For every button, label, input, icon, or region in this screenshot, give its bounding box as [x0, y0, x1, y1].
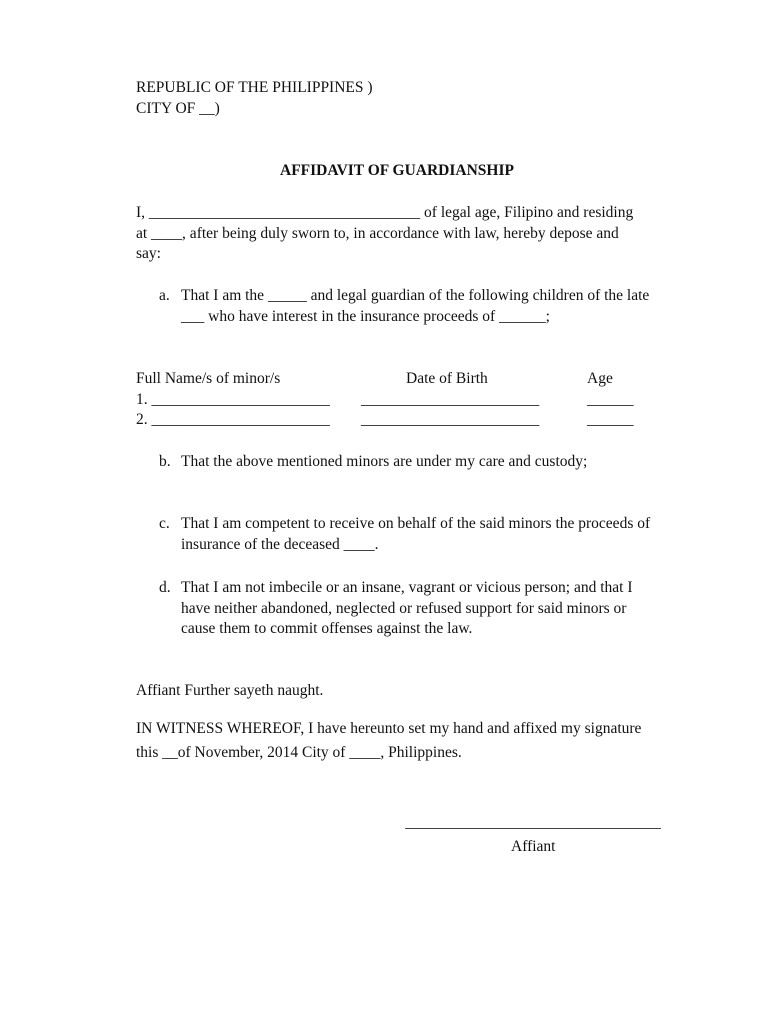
item-a-text: That I am the _____ and legal guardian of the following children of the late ___ who have interest in the insurance proceeds of ______; [181, 287, 650, 325]
signature-line: _________________________________ [405, 814, 661, 831]
minors-table-header [136, 369, 636, 390]
header-full-name: Full Name/s of minor/s [136, 370, 281, 387]
item-b-text: That the above mentioned minors are under my care and custody; [181, 453, 588, 470]
item-d [159, 578, 659, 640]
header-republic: REPUBLIC OF THE PHILIPPINES ) [136, 79, 373, 96]
item-b [159, 452, 659, 473]
item-d-marker: d. [159, 579, 171, 596]
minor-1-name: 1. _______________________ [136, 390, 330, 408]
minor-1-dob: _______________________ [361, 390, 540, 408]
table-row [136, 390, 636, 411]
header-date-of-birth: Date of Birth [406, 370, 488, 387]
minor-2-age: ______ [587, 411, 634, 428]
item-c-text: That I am competent to receive on behalf of the said minors the proceeds of insurance of the deceased ____. [181, 515, 651, 553]
item-b-marker: b. [159, 453, 171, 470]
table-row [136, 410, 636, 431]
minor-2-dob: _______________________ [361, 411, 540, 428]
item-d-text: That I am not imbecile or an insane, vagrant or vicious person; and that I have neither abandoned, neglected or refused support for said minors or cause them to commit offenses against the law. [181, 579, 633, 637]
item-a [159, 286, 659, 327]
minor-1-age: ______ [587, 390, 634, 408]
closing-further: Affiant Further sayeth naught. [136, 682, 324, 699]
header-city: CITY OF __) [136, 99, 220, 117]
document-header [136, 78, 656, 119]
closing-witness: IN WITNESS WHEREOF, I have hereunto set my hand and affixed my signature this __of November, 2014 City of ____, Philippines. [136, 720, 642, 761]
item-c [159, 514, 659, 555]
item-a-marker: a. [159, 287, 170, 304]
intro-paragraph: I, ___________________________________ of legal age, Filipino and residing at ____, after being duly sworn to, in accordance with law, hereby depose and say: [136, 204, 634, 262]
minors-table [136, 369, 636, 431]
item-c-marker: c. [159, 515, 170, 532]
document-title: AFFIDAVIT OF GUARDIANSHIP [280, 162, 514, 179]
minor-2-name: 2. _______________________ [136, 411, 330, 428]
header-age: Age [587, 370, 613, 387]
affiant-label: Affiant [511, 838, 556, 855]
